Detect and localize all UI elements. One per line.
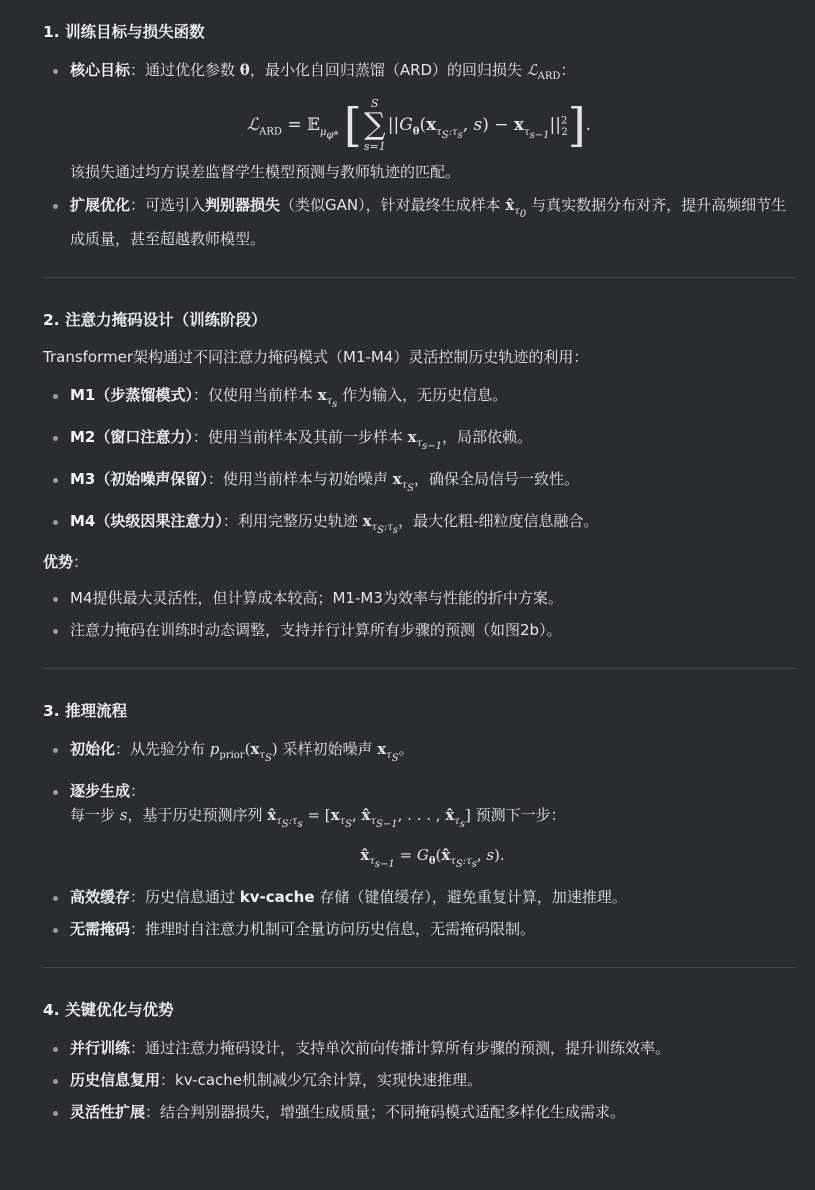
item-text: 预测下一步： bbox=[470, 806, 566, 825]
list-item: 注意力掩码在训练时动态调整，支持并行计算所有步骤的预测（如图2b）。 bbox=[43, 618, 795, 642]
bullet-list bbox=[43, 383, 795, 543]
item-label: M4（块级因果注意力） bbox=[70, 511, 223, 530]
section-title: 4. 关键优化与优势 bbox=[43, 1001, 174, 1020]
section-title: 3. 推理流程 bbox=[43, 702, 128, 721]
math-x-tau-S: $x_{\tau_S}$ bbox=[377, 740, 399, 765]
item-bold: 判别器损失 bbox=[205, 195, 281, 214]
item-text: ：kv-cache机制减少冗余计算，实现快速推理。 bbox=[160, 1071, 483, 1090]
section-attention-mask bbox=[43, 308, 795, 643]
item-text: ：结合判别器损失，增强生成质量；不同掩码模式适配多样化生成需求。 bbox=[145, 1103, 626, 1122]
math-x-tau-S: $x_{\tau_S}$ bbox=[392, 469, 415, 494]
list-item-step-gen: 逐步生成： 每一步 s，基于历史预测序列 $x̂_{\tau_S:\tau_s} = [x_{\tau_S}$, $x̂_{\tau_{S-1}}$, . . . , $x̂_{\tau_s}$] 预测下一步： $x̂_{\tau_{s-1}}$ = $G_\theta(x̂_{\tau_S:\tau_s}$, s). bbox=[43, 779, 795, 877]
item-text: 采样初始噪声 bbox=[277, 740, 378, 759]
bullet-list bbox=[43, 737, 795, 941]
math-x-tau-S-tau-s: $x_{\tau_S:\tau_s}$ bbox=[362, 511, 399, 536]
list-item-cache bbox=[43, 885, 795, 909]
paragraph: Transformer架构通过不同注意力掩码模式（M1-M4）灵活控制历史轨迹的利用： bbox=[43, 347, 589, 366]
list-item bbox=[43, 1036, 795, 1060]
item-text: ：可选引入 bbox=[130, 195, 206, 214]
math-x-hat-tau0: $x̂_{\tau_0}$ bbox=[505, 195, 527, 220]
item-label: 初始化 bbox=[70, 740, 116, 759]
math-history-seq: $x̂_{\tau_S:\tau_s} = [x_{\tau_S}$, $x̂_{\tau_{S-1}}$, . . . , $x̂_{\tau_s}$] bbox=[267, 806, 471, 831]
math-p-prior: $p_{prior}(x_{\tau_S})$ bbox=[209, 740, 278, 765]
bullet-list bbox=[43, 193, 795, 251]
item-label: 高效缓存 bbox=[70, 888, 131, 907]
list-item-extended-optimization bbox=[43, 193, 795, 251]
advantages-heading: 优势： bbox=[43, 552, 89, 571]
item-text: 作为输入，无历史信息。 bbox=[337, 385, 508, 404]
item-label: 逐步生成 bbox=[70, 782, 131, 801]
item-text: ：推理时自注意力机制可全量访问历史信息，无需掩码限制。 bbox=[130, 920, 536, 939]
item-label: 核心目标 bbox=[70, 61, 131, 79]
list-item bbox=[43, 1068, 795, 1092]
item-text: ：仅使用当前样本 bbox=[192, 385, 318, 404]
item-text: ，最大化粗-细粒度信息融合。 bbox=[398, 511, 599, 530]
list-item: M4提供最大灵活性，但计算成本较高；M1-M3为效率与性能的折中方案。 bbox=[43, 586, 795, 610]
divider bbox=[43, 967, 795, 968]
bullet-list bbox=[43, 586, 795, 642]
loss-equation: ℒ$_{ARD}$ = 𝔼$_{\mu_{\varphi*}}$ [ S ∑ $s=1||G_\theta(x_{\tau_S:\tau_s}$, $s) - x_{\tau_{s-1}}||^2_2$]. bbox=[246, 97, 592, 154]
math-theta: θ bbox=[239, 61, 250, 79]
list-item bbox=[43, 1100, 795, 1124]
item-text: ：通过优化参数 bbox=[130, 61, 240, 79]
item-text: 每一步 bbox=[70, 806, 120, 825]
item-label: M3（初始噪声保留） bbox=[70, 469, 208, 488]
item-text: ：使用当前样本与初始噪声 bbox=[207, 469, 393, 488]
list-item-core-objective: 核心目标：通过优化参数 θ，最小化自回归蒸馏（ARD）的回归损失 ℒ$_{ARD}$： bbox=[43, 58, 795, 89]
bullet-list bbox=[43, 1036, 795, 1124]
math-x-tau-s-minus-1: $x_{\tau_{s-1}}$ bbox=[407, 427, 443, 452]
item-text: ，基于历史预测序列 bbox=[127, 806, 268, 825]
item-text: ，确保全局信号一致性。 bbox=[414, 469, 580, 488]
item-label: 扩展优化 bbox=[70, 195, 131, 214]
item-label: 历史信息复用 bbox=[70, 1071, 161, 1090]
item-label: 无需掩码 bbox=[70, 920, 131, 939]
item-text: 存储（键值缓存），避免重复计算，加速推理。 bbox=[314, 888, 627, 907]
sum-operator: S ∑ s=1 bbox=[363, 97, 386, 154]
item-text: （类似GAN），针对最终生成样本 bbox=[280, 195, 506, 214]
item-text: ：通过注意力掩码设计，支持单次前向传播计算所有步骤的预测，提升训练效率。 bbox=[130, 1039, 671, 1058]
item-label: 灵活性扩展 bbox=[70, 1103, 146, 1122]
item-label: M1（步蒸馏模式） bbox=[70, 385, 193, 404]
item-text: ：利用完整历史轨迹 bbox=[222, 511, 363, 530]
item-text: 与真实数据分布对齐，提升高频细节生成质量，甚至超越教师模型。 bbox=[70, 195, 787, 248]
bullet-list bbox=[43, 58, 795, 89]
list-item-m2 bbox=[43, 425, 795, 459]
list-item-m3 bbox=[43, 467, 795, 501]
item-text: 。 bbox=[398, 740, 414, 759]
section-title: 2. 注意力掩码设计（训练阶段） bbox=[43, 310, 267, 329]
divider bbox=[43, 277, 795, 278]
step-equation: $x̂_{\tau_{s-1}}$ = $G_\theta(x̂_{\tau_S:\tau_s}$, s). bbox=[360, 846, 505, 871]
item-label: M2（窗口注意力） bbox=[70, 427, 193, 446]
item-text: ：从先验分布 bbox=[115, 740, 210, 759]
math-x-tau-s: $x_{\tau_s}$ bbox=[317, 385, 338, 410]
paragraph: 该损失通过均方误差监督学生模型预测与教师轨迹的匹配。 bbox=[70, 163, 461, 182]
section-key-optimizations bbox=[43, 998, 795, 1124]
list-item-init bbox=[43, 737, 795, 771]
section-title: 1. 训练目标与损失函数 bbox=[43, 23, 205, 41]
item-text: ，局部依赖。 bbox=[442, 427, 533, 446]
item-text: ：使用当前样本及其前一步样本 bbox=[192, 427, 408, 446]
divider bbox=[43, 668, 795, 669]
section-inference bbox=[43, 699, 795, 941]
item-text: ：历史信息通过 bbox=[130, 888, 240, 907]
list-item-m1 bbox=[43, 383, 795, 417]
section-training-objective bbox=[43, 20, 795, 251]
item-label: 并行训练 bbox=[70, 1039, 131, 1058]
list-item-m4 bbox=[43, 509, 795, 543]
item-bold: kv-cache bbox=[239, 888, 315, 907]
math-loss-symbol: ℒ$_{ARD}$ bbox=[526, 61, 561, 82]
item-text: ，最小化自回归蒸馏（ARD）的回归损失 bbox=[249, 61, 527, 79]
list-item-no-mask bbox=[43, 917, 795, 941]
